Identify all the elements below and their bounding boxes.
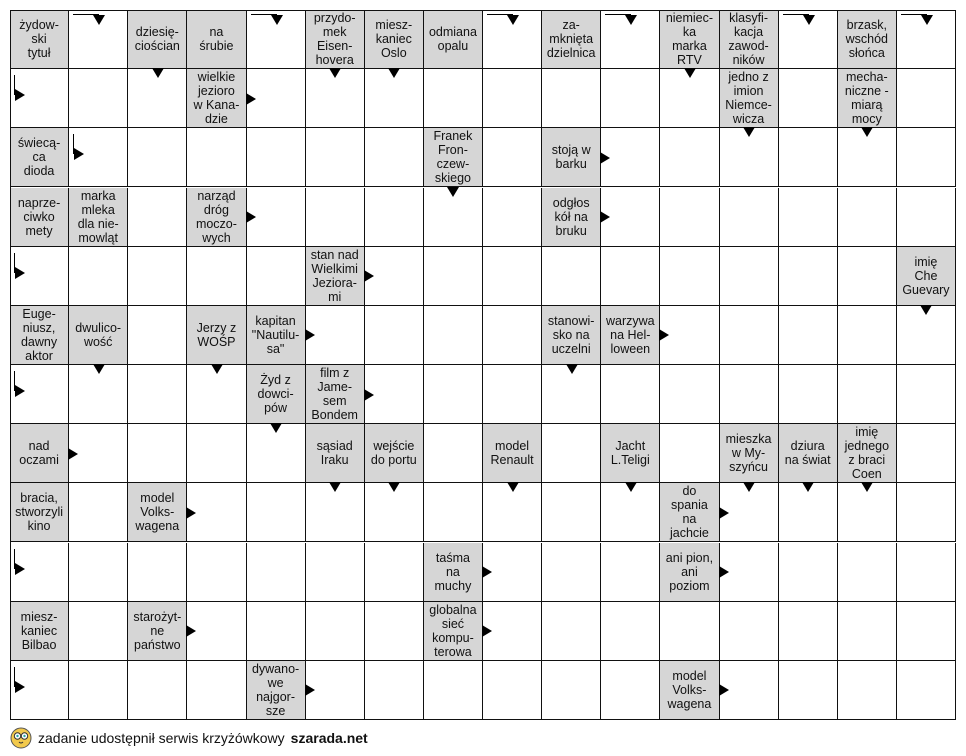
clue-cell: [187, 306, 246, 365]
clue-text: kapitan "Nautilu- sa": [251, 313, 300, 356]
answer-cell[interactable]: [897, 188, 956, 247]
answer-cell[interactable]: [365, 306, 424, 365]
answer-cell[interactable]: [483, 247, 542, 306]
clue-text: bracia, stworzyli kino: [15, 491, 64, 534]
arrow-down-icon: [388, 482, 400, 492]
clue-cell: [424, 128, 483, 187]
answer-cell[interactable]: [247, 128, 306, 187]
clue-cell: [542, 188, 601, 247]
arrow-bent-right-icon: [15, 267, 25, 279]
answer-cell[interactable]: [424, 424, 483, 483]
clue-cell: [838, 424, 897, 483]
answer-cell[interactable]: [542, 543, 601, 602]
clue-text: ani pion, ani poziom: [665, 550, 714, 593]
answer-cell[interactable]: [69, 543, 128, 602]
clue-text: miesz- kaniec Bilbao: [20, 609, 58, 652]
clue-cell: [69, 188, 128, 247]
arrow-down-icon: [270, 423, 282, 433]
footer: [10, 724, 368, 752]
answer-cell[interactable]: [128, 247, 187, 306]
arrow-right-icon: [305, 329, 315, 341]
arrow-right-icon: [305, 684, 315, 696]
clue-cell: [660, 661, 719, 720]
answer-cell[interactable]: [601, 365, 660, 424]
answer-cell[interactable]: [897, 543, 956, 602]
clue-cell: [128, 10, 187, 69]
answer-cell[interactable]: [424, 69, 483, 128]
answer-cell[interactable]: [601, 69, 660, 128]
arrow-right-icon: [600, 211, 610, 223]
clue-cell: [660, 483, 719, 542]
clue-text: do spania na jachcie: [669, 484, 709, 541]
clue-cell: [69, 306, 128, 365]
answer-cell[interactable]: [779, 661, 838, 720]
arrow-right-icon: [246, 211, 256, 223]
arrow-bent-down-icon: [271, 15, 283, 25]
answer-cell[interactable]: [306, 602, 365, 661]
clue-text: starożyt- ne państwo: [133, 609, 182, 652]
clue-cell: [306, 365, 365, 424]
answer-cell[interactable]: [838, 661, 897, 720]
arrow-down-icon: [447, 187, 459, 197]
clue-cell: [601, 306, 660, 365]
answer-cell[interactable]: [128, 188, 187, 247]
arrow-right-icon: [186, 625, 196, 637]
clue-text: klasyfi- kacja zawod- ników: [728, 11, 769, 68]
answer-cell[interactable]: [128, 424, 187, 483]
answer-cell[interactable]: [306, 543, 365, 602]
clue-cell: [10, 306, 69, 365]
answer-cell[interactable]: [483, 365, 542, 424]
arrow-down-icon: [861, 127, 873, 137]
answer-cell[interactable]: [720, 365, 779, 424]
answer-cell[interactable]: [720, 602, 779, 661]
clue-cell: [10, 602, 69, 661]
clue-text: przydo- mek Eisen- hovera: [313, 11, 356, 68]
answer-cell[interactable]: [306, 188, 365, 247]
answer-cell[interactable]: [660, 128, 719, 187]
arrow-right-icon: [364, 389, 374, 401]
clue-text: warzywa na Hel- loween: [606, 313, 655, 356]
footer-brand-link[interactable]: szarada.net: [290, 730, 368, 746]
arrow-right-icon: [482, 566, 492, 578]
clue-text: Jacht L.Teligi: [610, 439, 650, 468]
arrow-right-icon: [68, 448, 78, 460]
clue-text: dziesię- ciościan: [134, 25, 180, 54]
answer-cell[interactable]: [838, 247, 897, 306]
answer-cell[interactable]: [128, 365, 187, 424]
answer-cell[interactable]: [247, 543, 306, 602]
clue-cell: [838, 10, 897, 69]
clue-text: wielkie jezioro w Kana- dzie: [193, 70, 240, 127]
arrow-down-icon: [920, 305, 932, 315]
answer-cell[interactable]: [69, 69, 128, 128]
arrow-bent-down-icon: [921, 15, 933, 25]
arrow-right-icon: [186, 507, 196, 519]
answer-cell[interactable]: [779, 247, 838, 306]
answer-cell[interactable]: [601, 247, 660, 306]
clue-text: za- mknięta dzielnica: [546, 18, 596, 61]
arrow-right-icon: [482, 625, 492, 637]
arrow-bent-right-icon: [74, 148, 84, 160]
arrow-bent-down-icon: [625, 15, 637, 25]
answer-cell[interactable]: [128, 306, 187, 365]
arrow-down-icon: [507, 482, 519, 492]
arrow-down-icon: [211, 364, 223, 374]
answer-cell[interactable]: [779, 365, 838, 424]
answer-cell[interactable]: [128, 543, 187, 602]
answer-cell[interactable]: [69, 661, 128, 720]
clue-text: model Renault: [490, 439, 534, 468]
clue-cell: [720, 424, 779, 483]
answer-cell[interactable]: [542, 483, 601, 542]
clue-cell: [542, 10, 601, 69]
clue-cell: [660, 543, 719, 602]
arrow-down-icon: [329, 68, 341, 78]
answer-cell[interactable]: [69, 602, 128, 661]
clue-cell: [10, 424, 69, 483]
clue-text: model Volks- wagena: [135, 491, 180, 534]
answer-cell[interactable]: [779, 128, 838, 187]
clue-text: odmiana opalu: [428, 25, 477, 54]
clue-text: Euge- niusz, dawny aktor: [20, 306, 58, 363]
arrow-down-icon: [861, 482, 873, 492]
clue-text: brzask, wschód słońca: [845, 18, 888, 61]
clue-cell: [720, 69, 779, 128]
grid-top-border: [10, 10, 956, 11]
arrow-bent-right-icon: [15, 681, 25, 693]
clue-cell: [542, 128, 601, 187]
clue-cell: [720, 10, 779, 69]
arrow-down-icon: [684, 68, 696, 78]
arrow-right-icon: [364, 270, 374, 282]
arrow-right-icon: [719, 507, 729, 519]
clue-cell: [10, 188, 69, 247]
answer-cell[interactable]: [720, 247, 779, 306]
clue-text: żydow- ski tytuł: [19, 18, 59, 61]
answer-cell[interactable]: [483, 661, 542, 720]
clue-text: imię jednego z braci Coen: [844, 425, 890, 482]
answer-cell[interactable]: [424, 483, 483, 542]
answer-cell[interactable]: [779, 543, 838, 602]
arrow-down-icon: [625, 482, 637, 492]
clue-cell: [601, 424, 660, 483]
clue-text: dziura na świat: [784, 439, 831, 468]
arrow-down-icon: [152, 68, 164, 78]
clue-cell: [365, 424, 424, 483]
answer-cell[interactable]: [483, 188, 542, 247]
clue-text: wejście do portu: [370, 439, 417, 468]
clue-text: miesz- kaniec Oslo: [375, 18, 413, 61]
answer-cell[interactable]: [660, 247, 719, 306]
clue-cell: [10, 483, 69, 542]
arrow-right-icon: [719, 684, 729, 696]
answer-cell[interactable]: [838, 306, 897, 365]
answer-cell[interactable]: [483, 69, 542, 128]
clue-text: imię Che Guevary: [902, 254, 950, 297]
answer-cell[interactable]: [365, 188, 424, 247]
clue-cell: [660, 10, 719, 69]
answer-cell[interactable]: [838, 543, 897, 602]
arrow-down-icon: [388, 68, 400, 78]
clue-text: niemiec- ka marka RTV: [665, 11, 714, 68]
clue-cell: [542, 306, 601, 365]
answer-cell[interactable]: [365, 128, 424, 187]
answer-cell[interactable]: [897, 602, 956, 661]
crossword-grid: [10, 10, 956, 720]
arrow-down-icon: [802, 482, 814, 492]
arrow-right-icon: [659, 329, 669, 341]
arrow-right-icon: [600, 152, 610, 164]
clue-cell: [10, 128, 69, 187]
answer-cell[interactable]: [779, 188, 838, 247]
answer-cell[interactable]: [779, 602, 838, 661]
answer-cell[interactable]: [187, 247, 246, 306]
clue-text: Żyd z dowci- pów: [257, 373, 294, 416]
answer-cell[interactable]: [660, 424, 719, 483]
arrow-right-icon: [719, 566, 729, 578]
answer-cell[interactable]: [128, 128, 187, 187]
arrow-down-icon: [743, 127, 755, 137]
answer-cell[interactable]: [365, 543, 424, 602]
answer-cell[interactable]: [187, 128, 246, 187]
arrow-down-icon: [743, 482, 755, 492]
clue-text: narząd dróg moczo- wych: [195, 188, 237, 245]
answer-cell[interactable]: [838, 188, 897, 247]
answer-cell[interactable]: [69, 247, 128, 306]
answer-cell[interactable]: [247, 483, 306, 542]
answer-cell[interactable]: [483, 306, 542, 365]
clue-text: marka mleka dla nie- mowląt: [77, 188, 119, 245]
answer-cell[interactable]: [306, 128, 365, 187]
answer-cell[interactable]: [897, 424, 956, 483]
clue-cell: [187, 10, 246, 69]
answer-cell[interactable]: [660, 365, 719, 424]
arrow-bent-right-icon: [15, 563, 25, 575]
answer-cell[interactable]: [542, 424, 601, 483]
clue-text: świecą- ca dioda: [17, 136, 61, 179]
clue-cell: [897, 247, 956, 306]
clue-cell: [187, 69, 246, 128]
clue-text: sąsiad Iraku: [316, 439, 353, 468]
clue-cell: [779, 424, 838, 483]
answer-cell[interactable]: [838, 602, 897, 661]
clue-text: na śrubie: [199, 25, 234, 54]
answer-cell[interactable]: [660, 602, 719, 661]
clue-cell: [838, 69, 897, 128]
answer-cell[interactable]: [897, 483, 956, 542]
clue-text: Franek Fron- czew- skiego: [433, 129, 473, 186]
answer-cell[interactable]: [365, 602, 424, 661]
arrow-down-icon: [566, 364, 578, 374]
footer-text: zadanie udostępnił serwis krzyżówkowy: [38, 730, 285, 746]
clue-cell: [10, 10, 69, 69]
answer-cell[interactable]: [601, 543, 660, 602]
arrow-down-icon: [329, 482, 341, 492]
answer-cell[interactable]: [483, 128, 542, 187]
answer-cell[interactable]: [69, 483, 128, 542]
answer-cell[interactable]: [424, 306, 483, 365]
clue-cell: [424, 543, 483, 602]
clue-text: mieszka w My- szyńcu: [725, 432, 772, 475]
arrow-down-icon: [93, 364, 105, 374]
answer-cell[interactable]: [601, 661, 660, 720]
answer-cell[interactable]: [779, 306, 838, 365]
answer-cell[interactable]: [424, 661, 483, 720]
clue-text: dwulico- wość: [75, 320, 122, 349]
clue-text: stanowi- sko na uczelni: [547, 313, 595, 356]
answer-cell[interactable]: [720, 306, 779, 365]
answer-cell[interactable]: [247, 602, 306, 661]
clue-text: nad oczami: [19, 439, 59, 468]
clue-text: Jerzy z WOŚP: [196, 320, 237, 349]
clue-cell: [187, 188, 246, 247]
answer-cell[interactable]: [779, 69, 838, 128]
clue-text: stan nad Wielkimi Jeziora- mi: [310, 247, 359, 304]
arrow-bent-right-icon: [15, 385, 25, 397]
clue-cell: [247, 661, 306, 720]
clue-text: jedno z imion Niemce- wicza: [725, 70, 772, 127]
clue-text: taśma na muchy: [434, 550, 472, 593]
clue-text: film z Jame- sem Bondem: [311, 366, 358, 423]
clue-cell: [128, 483, 187, 542]
arrow-bent-down-icon: [507, 15, 519, 25]
answer-cell[interactable]: [542, 247, 601, 306]
answer-cell[interactable]: [187, 543, 246, 602]
answer-cell[interactable]: [542, 69, 601, 128]
answer-cell[interactable]: [424, 247, 483, 306]
answer-cell[interactable]: [838, 365, 897, 424]
clue-text: mecha- niczne - miarą mocy: [844, 70, 889, 127]
owl-logo-icon: [10, 727, 32, 749]
clue-cell: [483, 424, 542, 483]
answer-cell[interactable]: [660, 188, 719, 247]
answer-cell[interactable]: [897, 128, 956, 187]
answer-cell[interactable]: [601, 602, 660, 661]
arrow-bent-right-icon: [15, 89, 25, 101]
answer-cell[interactable]: [187, 424, 246, 483]
answer-cell[interactable]: [542, 661, 601, 720]
arrow-right-icon: [246, 93, 256, 105]
clue-cell: [128, 602, 187, 661]
clue-text: stoją w barku: [551, 143, 591, 172]
clue-cell: [306, 247, 365, 306]
clue-cell: [424, 10, 483, 69]
clue-text: dywano- we najgor- sze: [251, 661, 300, 718]
clue-cell: [365, 10, 424, 69]
answer-cell[interactable]: [128, 661, 187, 720]
answer-cell[interactable]: [365, 661, 424, 720]
clue-text: model Volks- wagena: [667, 668, 712, 711]
grid-left-border: [10, 10, 11, 720]
answer-cell[interactable]: [542, 602, 601, 661]
clue-cell: [306, 10, 365, 69]
answer-cell[interactable]: [424, 365, 483, 424]
clue-cell: [306, 424, 365, 483]
clue-text: globalna sieć kompu- terowa: [429, 602, 477, 659]
answer-cell[interactable]: [897, 365, 956, 424]
answer-cell[interactable]: [720, 188, 779, 247]
arrow-bent-down-icon: [803, 15, 815, 25]
answer-cell[interactable]: [247, 247, 306, 306]
clue-cell: [247, 365, 306, 424]
arrow-bent-down-icon: [93, 15, 105, 25]
clue-cell: [424, 602, 483, 661]
clue-text: naprze- ciwko mety: [17, 195, 61, 238]
clue-cell: [247, 306, 306, 365]
answer-cell[interactable]: [187, 661, 246, 720]
answer-cell[interactable]: [897, 661, 956, 720]
answer-cell[interactable]: [897, 69, 956, 128]
clue-text: odgłos kół na bruku: [552, 195, 590, 238]
